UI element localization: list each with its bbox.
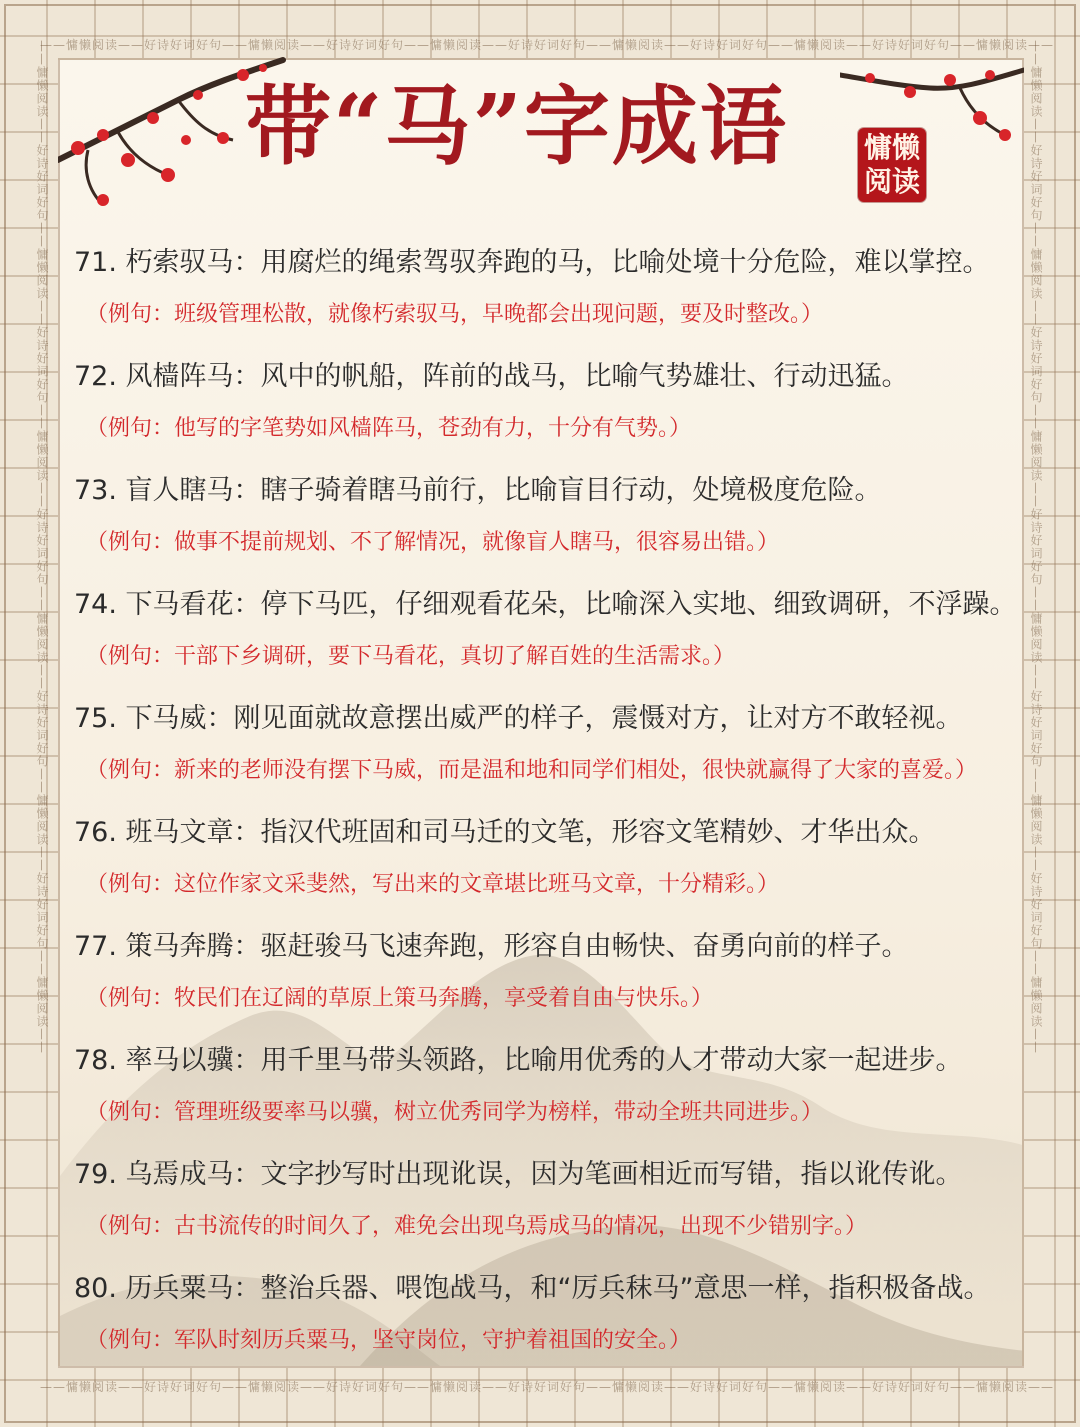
idiom-definition: 71. 朽索驭马：用腐烂的绳索驾驭奔跑的马，比喻处境十分危险，难以掌控。 — [74, 247, 990, 278]
idiom-entry — [74, 350, 1034, 464]
idiom-example: （例句：班级管理松散，就像朽索驭马，早晚都会出现问题，要及时整改。） — [86, 302, 824, 327]
idiom-entry — [74, 806, 1034, 920]
border-watermark-right: ——慵懒阅读——好诗好词好句——慵懒阅读——好诗好词好句——慵懒阅读——好诗好词好句——慵懒阅读——好诗好词好句——慵懒阅读——好诗好词好句——慵懒阅读—— — [1029, 40, 1043, 1054]
idiom-definition: 76. 班马文章：指汉代班固和司马迁的文笔，形容文笔精妙、才华出众。 — [74, 817, 936, 848]
idiom-entry — [74, 1148, 1034, 1262]
idiom-entry — [74, 1262, 1034, 1376]
border-watermark-top: ——慵懒阅读——好诗好词好句——慵懒阅读——好诗好词好句——慵懒阅读——好诗好词好句——慵懒阅读——好诗好词好句——慵懒阅读——好诗好词好句——慵懒阅读—— — [40, 38, 1055, 52]
idiom-entry — [74, 236, 1034, 350]
seal-text-line-1: 慵懒 — [863, 131, 920, 164]
idiom-entry — [74, 920, 1034, 1034]
idiom-entry — [74, 692, 1034, 806]
border-watermark-left: ——慵懒阅读——好诗好词好句——慵懒阅读——好诗好词好句——慵懒阅读——好诗好词好句——慵懒阅读——好诗好词好句——慵懒阅读——好诗好词好句——慵懒阅读—— — [35, 40, 49, 1054]
idiom-example: （例句：他写的字笔势如风樯阵马，苍劲有力，十分有气势。） — [86, 416, 692, 441]
idiom-example: （例句：牧民们在辽阔的草原上策马奔腾，享受着自由与快乐。） — [86, 986, 714, 1011]
page-title: 带“马”字成语 — [245, 76, 788, 177]
idiom-list — [74, 236, 1034, 1376]
idiom-definition: 72. 风樯阵马：风中的帆船，阵前的战马，比喻气势雄壮、行动迅猛。 — [74, 361, 909, 392]
idiom-definition: 77. 策马奔腾：驱赶骏马飞速奔跑，形容自由畅快、奋勇向前的样子。 — [74, 931, 909, 962]
seal-text-line-2: 阅读 — [863, 165, 920, 198]
idiom-example: （例句：干部下乡调研，要下马看花，真切了解百姓的生活需求。） — [86, 644, 736, 669]
idiom-example: （例句：古书流传的时间久了，难免会出现乌焉成马的情况，出现不少错别字。） — [86, 1214, 868, 1239]
idiom-example: （例句：军队时刻历兵粟马，坚守岗位，守护着祖国的安全。） — [86, 1328, 692, 1353]
idiom-example: （例句：做事不提前规划、不了解情况，就像盲人瞎马，很容易出错。） — [86, 530, 780, 555]
idiom-entry — [74, 464, 1034, 578]
border-watermark-bottom: ——慵懒阅读——好诗好词好句——慵懒阅读——好诗好词好句——慵懒阅读——好诗好词好句——慵懒阅读——好诗好词好句——慵懒阅读——好诗好词好句——慵懒阅读—— — [40, 1380, 1055, 1394]
idiom-entry — [74, 578, 1034, 692]
idiom-definition: 73. 盲人瞎马：瞎子骑着瞎马前行，比喻盲目行动，处境极度危险。 — [74, 475, 882, 506]
brand-seal-stamp — [858, 128, 926, 202]
idiom-definition: 79. 乌焉成马：文字抄写时出现讹误，因为笔画相近而写错，指以讹传讹。 — [74, 1159, 963, 1190]
idiom-example: （例句：这位作家文采斐然，写出来的文章堪比班马文章，十分精彩。） — [86, 872, 780, 897]
idiom-example: （例句：管理班级要率马以骥，树立优秀同学为榜样，带动全班共同进步。） — [86, 1100, 824, 1125]
idiom-definition: 75. 下马威：刚见面就故意摆出威严的样子，震慑对方，让对方不敢轻视。 — [74, 703, 963, 734]
idiom-example: （例句：新来的老师没有摆下马威，而是温和地和同学们相处，很快就赢得了大家的喜爱。） — [86, 758, 978, 783]
idiom-entry — [74, 1034, 1034, 1148]
idiom-definition: 74. 下马看花：停下马匹，仔细观看花朵，比喻深入实地、细致调研，不浮躁。 — [74, 589, 1017, 620]
idiom-definition: 78. 率马以骥：用千里马带头领路，比喻用优秀的人才带动大家一起进步。 — [74, 1045, 963, 1076]
idiom-definition: 80. 历兵粟马：整治兵器、喂饱战马，和“厉兵秣马”意思一样，指积极备战。 — [74, 1273, 991, 1304]
